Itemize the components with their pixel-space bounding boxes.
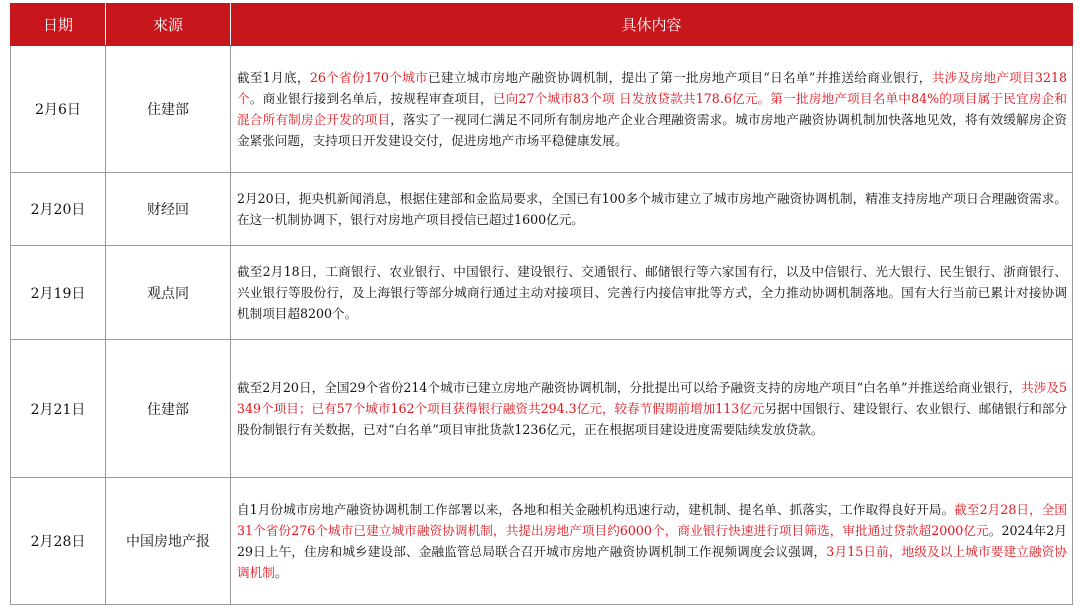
content-text: 另据中国银行、建设银行、农业银行、邮储银行和部分股份制银行有关数据，已对“白名单”项目审批货款1236亿元，正在根据项目建设进度需要陆续发放贷款。 (237, 400, 1067, 437)
table-header (11, 4, 1073, 46)
row-content (231, 340, 1073, 478)
row-source: 观点同 (106, 246, 231, 340)
content-highlight: 共涉及房地产项目3218个 (237, 69, 1067, 106)
content-text: 截至2月20日，全国29个省份214个城市已建立房地产融资协调机制，分批提出可以给予融资支持的房地产项目“白名单”并推送给商业银行， (237, 379, 1022, 395)
content-highlight: 26个省份170个城市 (309, 69, 428, 85)
table-row (11, 246, 1073, 340)
row-content (231, 478, 1073, 605)
row-date: 2月20日 (11, 173, 106, 246)
content-text: ，落实了一视同仁满足不同所有制房地产企业合理融资需求。城市房地产融资协调机制加快落地见效，将有效缓解房企资金紧张问题，支持项日开发建设交付，促进房地产市场平稳健康发展。 (237, 111, 1068, 148)
content-text: 自1月份城市房地产融资协调机制工作部署以来，各地和相关金融机构迅速行动，建机制、提名单、抓落实，工作取得良好开局。 (237, 501, 955, 517)
content-highlight: 共涉及5349个项目；已有57个城市162个项目获得银行融资共294.3亿元，较春节假期前增加113亿元 (237, 379, 1067, 416)
content-text: 2月20日，扼央机新闻消息，根据住建部和金监局要求，全国已有100多个城市建立了城市房地产融资协调机制，精准支持房地产项日合理融资需求。在这一机制协调下，银行对房地产项目授信已超过1600亿元。 (237, 190, 1067, 227)
content-highlight: 已向27个城市83个项 日发放贷款共178.6亿元。第一批房地产项目名单中84%的项目属于民宜房企和混合所有制房企开发的项目 (237, 90, 1068, 127)
row-content (231, 246, 1073, 340)
row-date: 2月28日 (11, 478, 106, 605)
content-text: 。2024年2月29日上午，住房和城乡建设部、金融监管总局联合召开城市房地产融资协调机制工作视频调度会议强调， (237, 522, 1067, 559)
row-date: 2月21日 (11, 340, 106, 478)
content-text: 截至1月底， (237, 69, 310, 85)
table-row (11, 46, 1073, 173)
row-source: 住建部 (106, 340, 231, 478)
row-date: 2月19日 (11, 246, 106, 340)
row-source: 财经回 (106, 173, 231, 246)
content-text: 截至2月18日，工商银行、农业银行、中国银行、建设银行、交通银行、邮储银行等六家国有行，以及中信银行、光大银行、民生银行、浙商银行、兴业银行等股份行，及上海银行等部分城商行通过主动对接项目、完善行内接信审批等方式，全力推动协调机制落地。国有大行当前已累计对接协调机制项目超8200个。 (237, 263, 1067, 321)
news-table (10, 3, 1073, 605)
table-row (11, 173, 1073, 246)
content-highlight: 截至2月28日，全国31个省份276个城市已建立城市融资协调机制，共提出房地产项目约6000个，商业银行快速进行项目筛选，审批通过贷款超2000亿元 (237, 501, 1068, 538)
header-source: 來源 (106, 4, 231, 46)
content-text: 已建立城市房地产融资协调机制，提出了第一批房地产项目“日名单”并推送给商业银行， (427, 69, 932, 85)
row-content (231, 46, 1073, 173)
content-text: 。 (274, 564, 288, 580)
header-date: 日期 (11, 4, 106, 46)
row-content (231, 173, 1073, 246)
content-highlight: 3月15日前，地级及以上城市要建立融资协调机制 (237, 543, 1067, 580)
table-row (11, 340, 1073, 478)
table-row (11, 478, 1073, 605)
row-date: 2月6日 (11, 46, 106, 173)
header-content: 具休内容 (231, 4, 1073, 46)
content-text: 。商业银行接到名单后，按规程审查项目， (249, 90, 493, 106)
row-source: 中国房地产报 (106, 478, 231, 605)
row-source: 住建部 (106, 46, 231, 173)
